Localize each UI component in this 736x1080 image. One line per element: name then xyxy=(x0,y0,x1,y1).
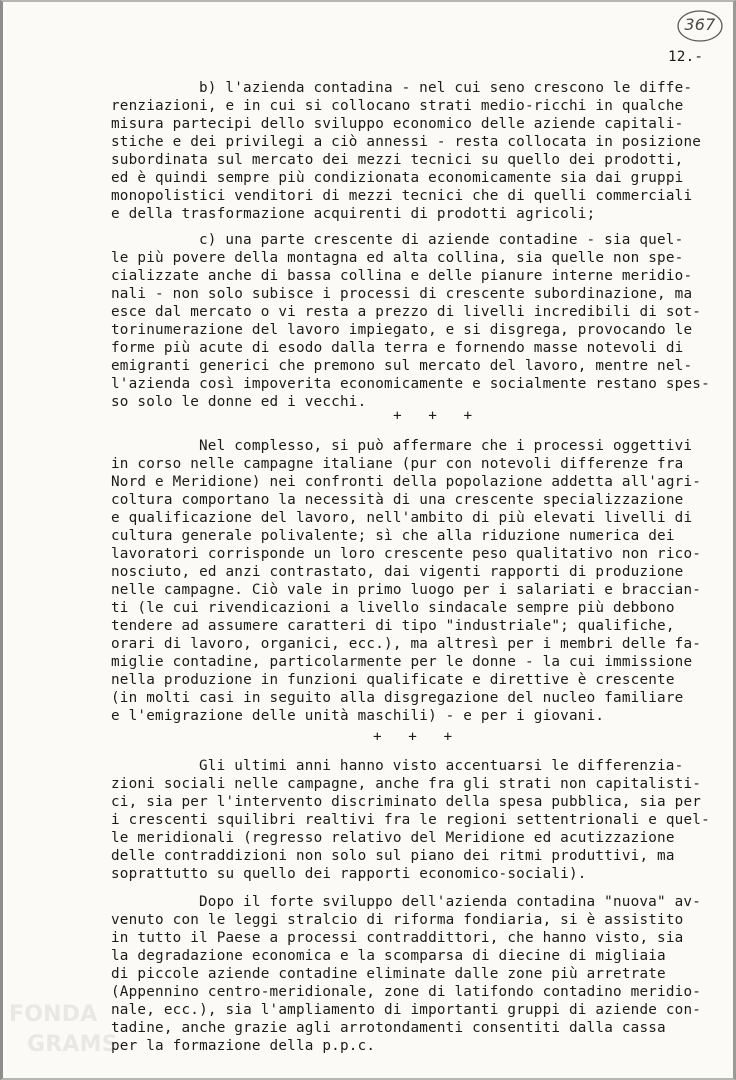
section-separator: + + + xyxy=(373,729,453,745)
text-line: cultura generale polivalente; sì che alla riduzione numerica dei xyxy=(111,528,675,544)
text-line: tadine, anche grazie agli arrotondamenti consentiti dalla cassa xyxy=(111,1020,666,1036)
page-number: 12.- xyxy=(668,49,704,65)
text-line: la degradazione economica e la scomparsa di diecine di migliaia xyxy=(111,948,666,964)
text-line: e l'emigrazione delle unità maschili) - e per i giovani. xyxy=(111,708,605,724)
text-line: di piccole aziende contadine eliminate dalle zone più arretrate xyxy=(111,966,666,982)
text-line: Nord e Meridione) nei confronti della popolazione addetta all'agri- xyxy=(111,474,702,490)
text-line: Nel complesso, si può affermare che i processi oggettivi xyxy=(199,438,693,454)
text-line: ci, sia per l'intervento discriminato della spesa pubblica, sia per xyxy=(111,794,702,810)
text-line: in corso nelle campagne italiane (pur con notevoli differenze fra xyxy=(111,456,684,472)
archive-watermark xyxy=(9,1002,129,1072)
text-line: e della trasformazione acquirenti di prodotti agricoli; xyxy=(111,206,596,222)
text-line: monopolistici venditori di mezzi tecnici che di quelli commerciali xyxy=(111,188,693,204)
text-line: so solo le donne ed i vecchi. xyxy=(111,394,367,410)
text-line: in tutto il Paese a processi contraddittori, che hanno visto, sia xyxy=(111,930,684,946)
text-line: le meridionali (regresso relativo del Meridione ed acutizzazione xyxy=(111,830,675,846)
text-line: venuto con le leggi stralcio di riforma fondiaria, si è assistito xyxy=(111,912,684,928)
text-line: nella produzione in funzioni qualificate e direttive è crescente xyxy=(111,672,675,688)
text-line: Gli ultimi anni hanno visto accentuarsi le differenzia- xyxy=(199,758,684,774)
text-line: zioni sociali nelle campagne, anche fra gli strati non capitalisti- xyxy=(111,776,702,792)
text-line: e qualificazione del lavoro, nell'ambito di più elevati livelli di xyxy=(111,510,693,526)
text-line: b) l'azienda contadina - nel cui seno crescono le diffe- xyxy=(199,80,693,96)
text-line: per la formazione della p.p.c. xyxy=(111,1038,376,1054)
text-line: coltura comportano la necessità di una crescente specializzazione xyxy=(111,492,684,508)
text-line: ed è quindi sempre più condizionata economicamente sia dai gruppi xyxy=(111,170,684,186)
text-line: delle contraddizioni non solo sul piano dei ritmi produttivi, ma xyxy=(111,848,675,864)
text-line: (in molti casi in seguito alla disgregazione del nucleo familiare xyxy=(111,690,684,706)
text-line: soprattutto su quello dei rapporti economico-sociali). xyxy=(111,866,587,882)
text-line: Dopo il forte sviluppo dell'azienda contadina "nuova" av- xyxy=(199,894,702,910)
archive-number: 367 xyxy=(684,15,716,34)
text-line: nali - non solo subisce i processi di crescente subordinazione, ma xyxy=(111,286,693,302)
archive-number-stamp xyxy=(675,8,725,44)
text-line: stiche e dei privilegi a ciò annessi - resta collocata in posizione xyxy=(111,134,702,150)
text-line: renziazioni, e in cui si collocano strati medio-ricchi in qualche xyxy=(111,98,684,114)
text-line: nale, ecc.), sia l'ampliamento di importanti gruppi di aziende con- xyxy=(111,1002,702,1018)
text-line: l'azienda così impoverita economicamente e socialmente restano spes- xyxy=(111,376,710,392)
text-line: i crescenti squilibri realtivi fra le regioni settentrionali e quel- xyxy=(111,812,710,828)
text-line: orari di lavoro, organici, ecc.), ma altresì per i membri delle fa- xyxy=(111,636,702,652)
text-line: torinumerazione del lavoro impiegato, e si disgrega, provocando le xyxy=(111,322,693,338)
text-line: nosciuto, ed anzi contrastato, dai vigenti rapporti di produzione xyxy=(111,564,684,580)
text-line: le più povere della montagna ed alta collina, sia quelle non spe- xyxy=(111,250,684,266)
watermark-line-2: GRAMS xyxy=(27,1032,118,1057)
text-line: cializzate anche di bassa collina e delle pianure interne meridio- xyxy=(111,268,693,284)
text-line: lavoratori corrisponde un loro crescente peso qualitativo non rico- xyxy=(111,546,702,562)
text-line: misura partecipi dello sviluppo economico delle aziende capitali- xyxy=(111,116,684,132)
text-line: esce dal mercato o vi resta a prezzo di livelli incredibili di sot- xyxy=(111,304,702,320)
watermark-line-1: FONDA xyxy=(9,1002,98,1027)
text-line: c) una parte crescente di aziende contadine - sia quel- xyxy=(199,232,684,248)
text-line: nelle campagne. Ciò vale in primo luogo per i salariati e braccian- xyxy=(111,582,702,598)
text-line: ti (le cui rivendicazioni a livello sindacale sempre più debbono xyxy=(111,600,675,616)
text-line: miglie contadine, particolarmente per le donne - la cui immissione xyxy=(111,654,693,670)
text-line: subordinata sul mercato dei mezzi tecnici su quello dei prodotti, xyxy=(111,152,684,168)
text-line: forme più acute di esodo dalla terra e fornendo masse notevoli di xyxy=(111,340,684,356)
text-line: tendere ad assumere caratteri di tipo "industriale"; qualifiche, xyxy=(111,618,675,634)
section-separator: + + + xyxy=(393,408,473,424)
text-line: (Appennino centro-meridionale, zone di latifondo contadino meridio- xyxy=(111,984,702,1000)
text-line: emigranti generici che premono sul mercato del lavoro, mentre nel- xyxy=(111,358,693,374)
